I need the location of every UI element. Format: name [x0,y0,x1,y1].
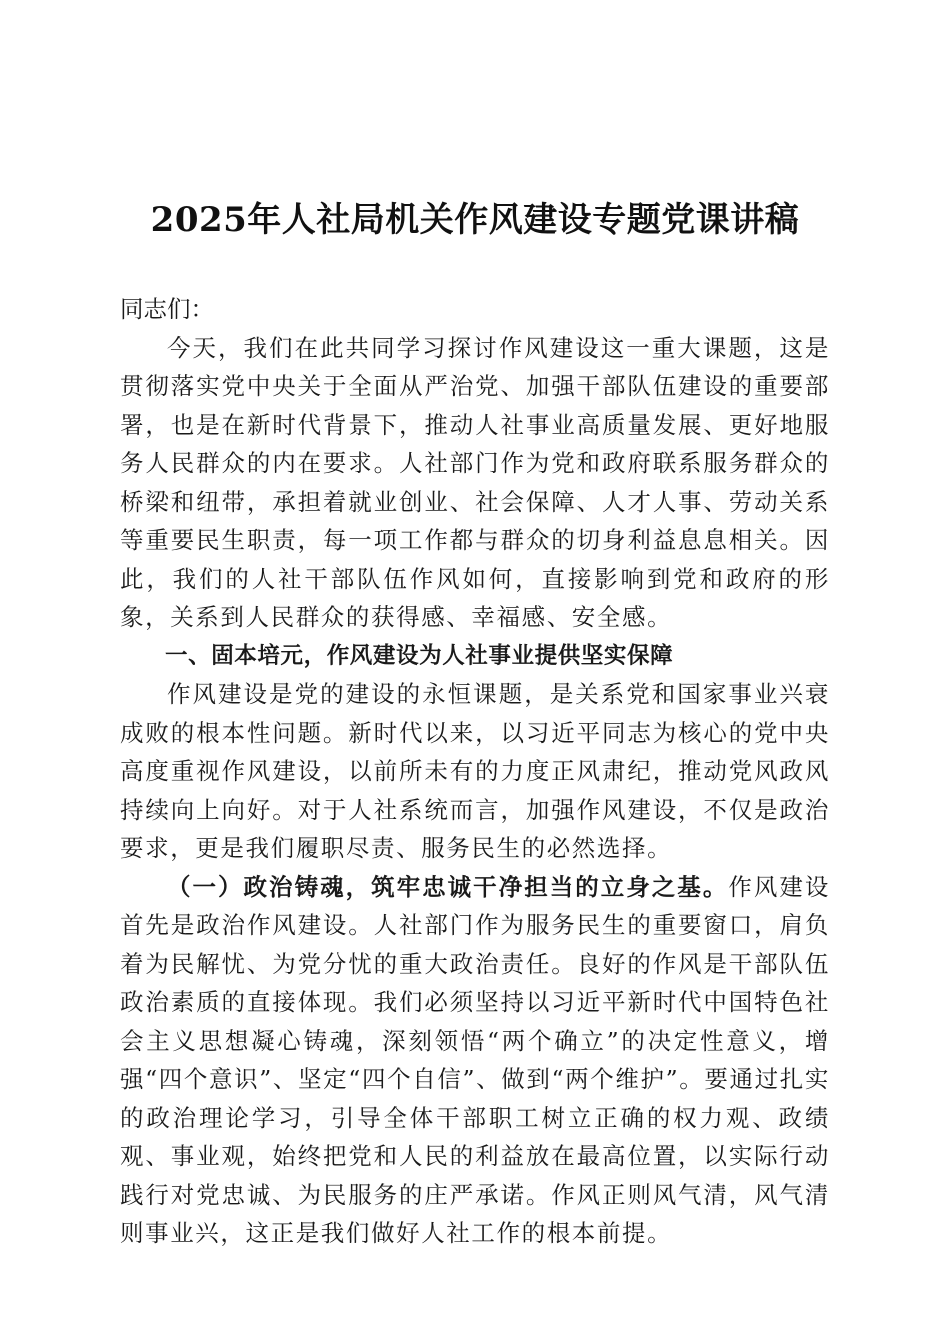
intro-paragraph: 今天，我们在此共同学习探讨作风建设这一重大课题，这是贯彻落实党中央关于全面从严治党、加强干部队伍建设的重要部署，也是在新时代背景下，推动人社事业高质量发展、更好地服务人民群众的内在要求。人社部门作为党和政府联系服务群众的桥梁和纽带，承担着就业创业、社会保障、人才人事、劳动关系等重要民生职责，每一项工作都与群众的切身利益息息相关。因此，我们的人社干部队伍作风如何，直接影响到党和政府的形象，关系到人民群众的获得感、幸福感、安全感。 [120,333,830,631]
subsection-1-lead: （一）政治铸魂，筑牢忠诚干净担当的立身之基。 [167,872,729,901]
subsection-1-text: 作风建设首先是政治作风建设。人社部门作为服务民生的重要窗口，肩负着为民解忧、为党分忧的重大政治责任。良好的作风是干部队伍政治素质的直接体现。我们必须坚持以习近平新时代中国特色社会主义思想凝心铸魂，深刻领悟“两个确立”的决定性意义，增强“四个意识”、坚定“四个自信”、做到“两个维护”。要通过扎实的政治理论学习，引导全体干部职工树立正确的权力观、政绩观、事业观，始终把党和人民的利益放在最高位置，以实际行动践行对党忠诚、为民服务的庄严承诺。作风正则风气清，风气清则事业兴，这正是我们做好人社工作的根本前提。 [120,872,830,1247]
subsection-1-paragraph [120,868,830,1253]
salutation: 同志们： [120,295,214,323]
document-body [120,290,830,1253]
document-title: 2025年人社局机关作风建设专题党课讲稿 [150,200,800,240]
section-1-paragraph: 作风建设是党的建设的永恒课题，是关系党和国家事业兴衰成败的根本性问题。新时代以来，以习近平同志为核心的党中央高度重视作风建设，以前所未有的力度正风肃纪，推动党风政风持续向上向好。对于人社系统而言，加强作风建设，不仅是政治要求，更是我们履职尽责、服务民生的必然选择。 [120,680,830,862]
section-1-heading: 一、固本培元，作风建设为人社事业提供坚实保障 [165,642,674,669]
